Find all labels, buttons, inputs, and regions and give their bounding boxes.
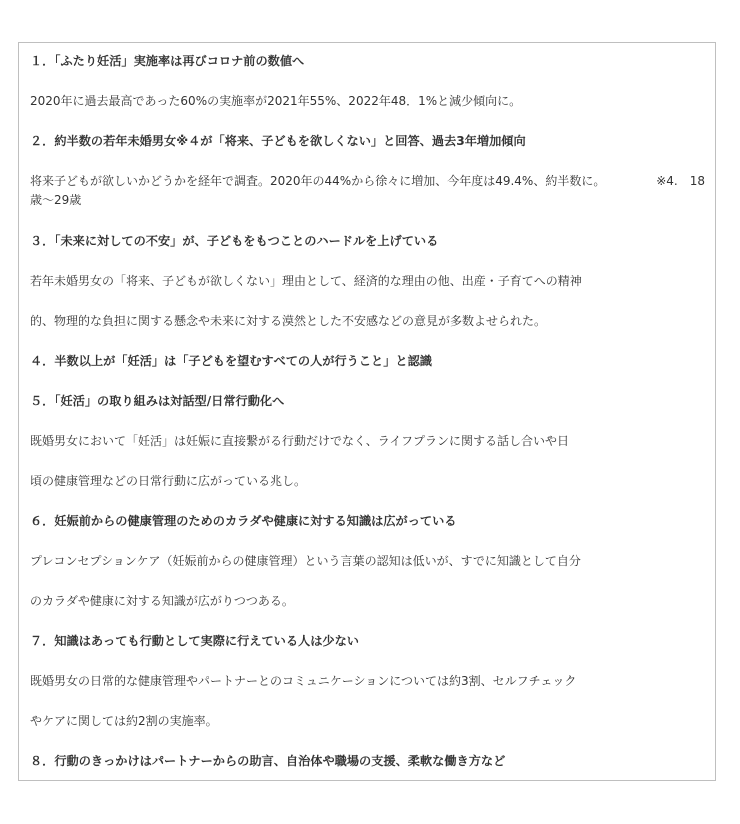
finding-7-text-line1: 既婚男女の日常的な健康管理やパートナーとのコミュニケーションについては約3割、セルフチェック (30, 674, 577, 688)
finding-7-text-line2: やケアに関しては約2割の実施率。 (30, 714, 218, 728)
finding-7-heading: ７．知識はあっても行動として実際に行えている人は少ない (30, 634, 359, 648)
finding-2-heading: ２．約半数の若年未婚男女※４が「将来、子どもを欲しくない」と回答、過去3年増加傾向 (30, 134, 526, 148)
findings-box (18, 42, 716, 781)
finding-6-heading: ６．妊娠前からの健康管理のためのカラダや健康に対する知識は広がっている (30, 514, 457, 528)
finding-2-text: 将来子どもが欲しいかどうかを経年で調査。2020年の44%から徐々に増加、今年度は49.4%、約半数に。 (30, 174, 606, 188)
finding-4-heading: ４．半数以上が「妊活」は「子どもを望むすべての人が行うこと」と認識 (30, 354, 432, 368)
finding-6-text-line1: プレコンセプションケア（妊娠前からの健康管理）という言葉の認知は低いが、すでに知識として自分 (30, 554, 581, 568)
finding-6-text-line2: のカラダや健康に対する知識が広がりつつある。 (30, 594, 294, 608)
finding-5-text-line1: 既婚男女において「妊活」は妊娠に直接繋がる行動だけでなく、ライフプランに関する話し合いや日 (30, 434, 570, 448)
finding-3-text-line1: 若年未婚男女の「将来、子どもが欲しくない」理由として、経済的な理由の他、出産・子育てへの精神 (30, 274, 582, 288)
finding-1-text: 2020年に過去最高であった60%の実施率が2021年55%、2022年48．1%と減少傾向に。 (30, 94, 522, 108)
finding-5-text-line2: 頃の健康管理などの日常行動に広がっている兆し。 (30, 474, 307, 488)
finding-2-text-line2: 歳〜29歳 (30, 193, 82, 207)
footnote-4: ※4. 18 (656, 174, 705, 188)
finding-1-heading: １．「ふたり妊活」実施率は再びコロナ前の数値へ (30, 54, 305, 68)
finding-8-heading: ８．行動のきっかけはパートナーからの助言、自治体や職場の支援、柔軟な働き方など (30, 754, 506, 768)
finding-5-heading: ５．「妊活」の取り組みは対話型/日常行動化へ (30, 394, 285, 408)
finding-2-text-line1 (30, 172, 705, 191)
finding-3-text-line2: 的、物理的な負担に関する懸念や未来に対する漠然とした不安感などの意見が多数よせられた。 (30, 314, 547, 328)
finding-3-heading: ３．「未来に対しての不安」が、子どもをもつことのハードルを上げている (30, 234, 439, 248)
